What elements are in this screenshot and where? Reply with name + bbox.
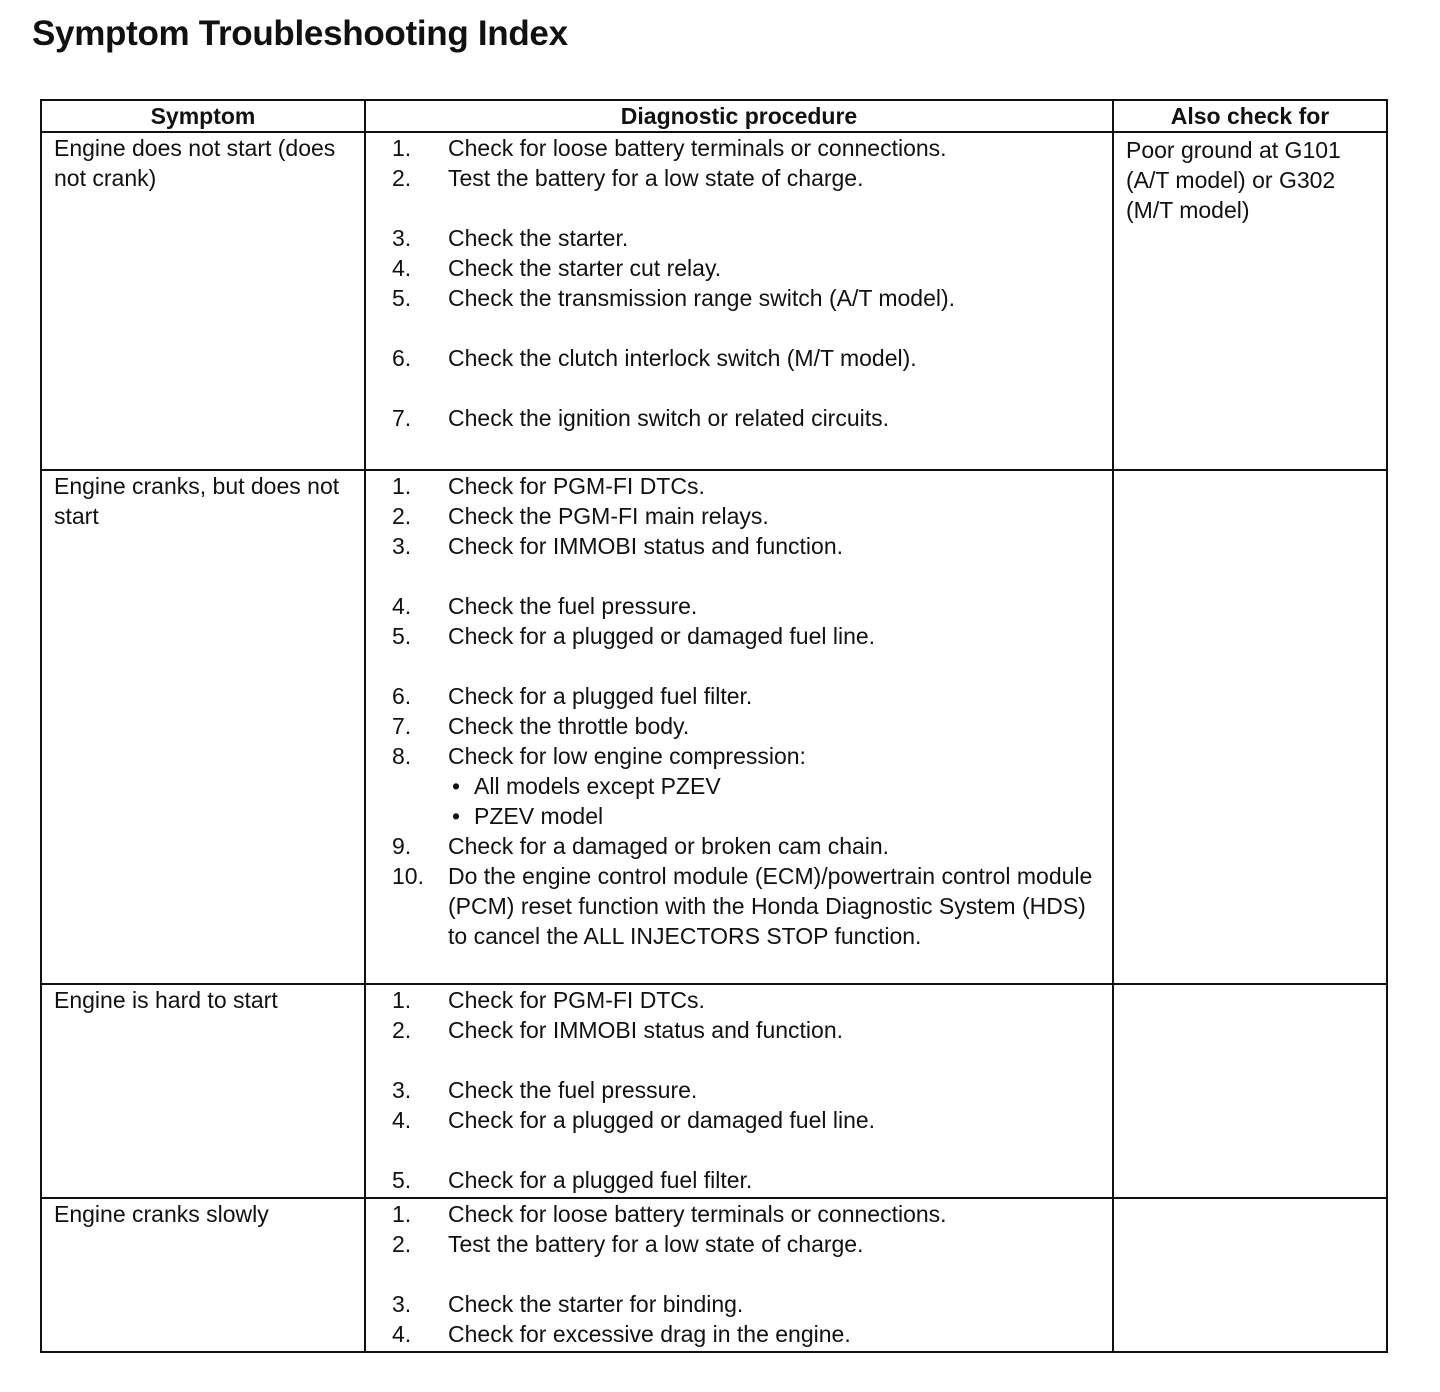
step-number: 4. xyxy=(392,255,412,281)
step-text: Check for a plugged fuel filter. xyxy=(448,1167,753,1193)
procedure-step xyxy=(386,343,1104,373)
step-text: Check the ignition switch or related circuits. xyxy=(448,405,890,431)
step-text: Do the engine control module (ECM)/powertrain control module (PCM) reset function with the Honda Diagnostic System (HDS) to cancel the ALL INJECTORS STOP function. xyxy=(448,863,1093,949)
symptom-cell: Engine cranks, but does not start xyxy=(41,470,365,984)
procedure-step xyxy=(386,1165,1104,1195)
step-number: 7. xyxy=(392,405,412,431)
step-number: 6. xyxy=(392,683,412,709)
procedure-step xyxy=(386,681,1104,711)
header-diagnostic-procedure: Diagnostic procedure xyxy=(365,100,1113,132)
step-number: 8. xyxy=(392,743,412,769)
page-title: Symptom Troubleshooting Index xyxy=(32,14,568,53)
step-number: 7. xyxy=(392,713,412,739)
symptom-troubleshooting-table xyxy=(40,99,1388,1353)
step-text: Check for a plugged or damaged fuel line. xyxy=(448,1107,876,1133)
step-number: 2. xyxy=(392,1231,412,1257)
step-number: 4. xyxy=(392,593,412,619)
symptom-cell: Engine does not start (does not crank) xyxy=(41,132,365,470)
step-number: 2. xyxy=(392,503,412,529)
step-text: Test the battery for a low state of charge. xyxy=(448,165,864,191)
step-text: Check the fuel pressure. xyxy=(448,593,698,619)
step-text: Test the battery for a low state of charge. xyxy=(448,1231,864,1257)
procedure-step xyxy=(386,621,1104,651)
sub-list-item: • PZEV model xyxy=(448,801,1104,831)
procedure-step xyxy=(386,1229,1104,1259)
also-check-cell xyxy=(1113,984,1387,1198)
table-row xyxy=(41,470,1387,984)
step-number: 1. xyxy=(392,473,412,499)
procedure-cell xyxy=(365,470,1113,984)
step-text: Check the starter. xyxy=(448,225,629,251)
procedure-step xyxy=(386,1015,1104,1045)
procedure-step xyxy=(386,591,1104,621)
procedure-step xyxy=(386,1105,1104,1135)
header-also-check-for: Also check for xyxy=(1113,100,1387,132)
step-number: 2. xyxy=(392,165,412,191)
step-number: 3. xyxy=(392,225,412,251)
step-text: Check the starter cut relay. xyxy=(448,255,722,281)
step-text: Check for PGM-FI DTCs. xyxy=(448,987,705,1013)
step-number: 1. xyxy=(392,135,412,161)
symptom-cell: Engine cranks slowly xyxy=(41,1198,365,1352)
step-text: Check the throttle body. xyxy=(448,713,690,739)
step-number: 1. xyxy=(392,1201,412,1227)
procedure-cell xyxy=(365,984,1113,1198)
table-header-row xyxy=(41,100,1387,132)
procedure-step xyxy=(386,1319,1104,1349)
step-text: Check for IMMOBI status and function. xyxy=(448,1017,843,1043)
step-number: 2. xyxy=(392,1017,412,1043)
sub-list xyxy=(448,771,1104,831)
step-number: 10. xyxy=(392,863,424,889)
procedure-step xyxy=(386,985,1104,1015)
step-text: Check for low engine compression: xyxy=(448,743,806,769)
step-text: Check for PGM-FI DTCs. xyxy=(448,473,705,499)
step-text: Check for loose battery terminals or connections. xyxy=(448,1201,947,1227)
step-text: Check the transmission range switch (A/T model). xyxy=(448,285,956,311)
step-text: Check the clutch interlock switch (M/T model). xyxy=(448,345,917,371)
header-symptom: Symptom xyxy=(41,100,365,132)
procedure-step xyxy=(386,711,1104,741)
step-text: Check for a plugged fuel filter. xyxy=(448,683,753,709)
procedure-step xyxy=(386,471,1104,501)
table-row xyxy=(41,132,1387,470)
procedure-step xyxy=(386,1199,1104,1229)
procedure-cell xyxy=(365,132,1113,470)
also-check-cell: Poor ground at G101 (A/T model) or G302 (M/T model) xyxy=(1113,132,1387,470)
also-check-cell xyxy=(1113,470,1387,984)
step-number: 9. xyxy=(392,833,412,859)
table-row xyxy=(41,984,1387,1198)
procedure-step xyxy=(386,831,1104,861)
step-number: 4. xyxy=(392,1107,412,1133)
procedure-step xyxy=(386,133,1104,163)
procedure-step xyxy=(386,1289,1104,1319)
step-text: Check for a damaged or broken cam chain. xyxy=(448,833,890,859)
step-text: Check for IMMOBI status and function. xyxy=(448,533,843,559)
procedure-step xyxy=(386,163,1104,193)
procedure-step xyxy=(386,283,1104,313)
step-text: Check the starter for binding. xyxy=(448,1291,744,1317)
procedure-step xyxy=(386,223,1104,253)
procedure-step xyxy=(386,1075,1104,1105)
step-number: 5. xyxy=(392,1167,412,1193)
procedure-step xyxy=(386,861,1104,951)
step-number: 4. xyxy=(392,1321,412,1347)
step-number: 6. xyxy=(392,345,412,371)
sub-list-item: • All models except PZEV xyxy=(448,771,1104,801)
also-check-cell xyxy=(1113,1198,1387,1352)
step-text: Check the PGM-FI main relays. xyxy=(448,503,769,529)
step-number: 5. xyxy=(392,285,412,311)
step-number: 1. xyxy=(392,987,412,1013)
step-text: Check for a plugged or damaged fuel line. xyxy=(448,623,876,649)
step-text: Check for loose battery terminals or connections. xyxy=(448,135,947,161)
procedure-step xyxy=(386,403,1104,433)
procedure-step xyxy=(386,531,1104,561)
table-row xyxy=(41,1198,1387,1352)
procedure-cell xyxy=(365,1198,1113,1352)
procedure-step xyxy=(386,501,1104,531)
procedure-step xyxy=(386,253,1104,283)
step-text: Check the fuel pressure. xyxy=(448,1077,698,1103)
symptom-cell: Engine is hard to start xyxy=(41,984,365,1198)
step-text: Check for excessive drag in the engine. xyxy=(448,1321,851,1347)
step-number: 3. xyxy=(392,1077,412,1103)
procedure-step xyxy=(386,741,1104,831)
step-number: 3. xyxy=(392,1291,412,1317)
step-number: 5. xyxy=(392,623,412,649)
step-number: 3. xyxy=(392,533,412,559)
